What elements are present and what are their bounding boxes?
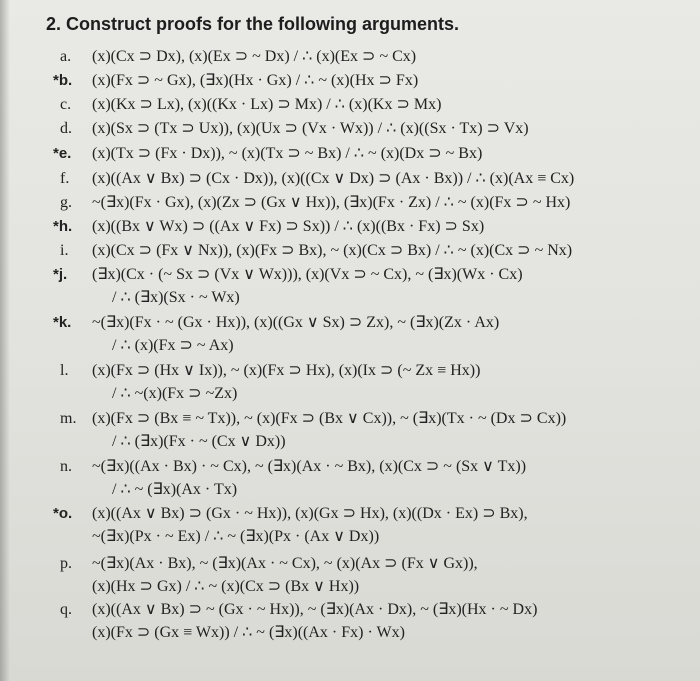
argument-continuation: (x)(Hx ⊃ Gx) / ∴ ~ (x)(Cx ⊃ (Bx ∨ Hx)) (92, 578, 360, 595)
argument-premises: (x)(Kx ⊃ Lx), (x)((Kx · Lx) ⊃ Mx) / ∴ (x)(Kx ⊃ Mx) (92, 96, 442, 113)
item-label: i. (60, 242, 69, 259)
argument-premises: ~(∃x)((Ax · Bx) · ~ Cx), ~ (∃x)(Ax · ~ Bx), (x)(Cx ⊃ ~ (Sx ∨ Tx)) (92, 458, 527, 475)
exercise-heading: 2. Construct proofs for the following arguments. (46, 14, 460, 34)
item-label: p. (60, 555, 72, 572)
argument-continuation: / ∴ (∃x)(Sx · ~ Wx) (112, 289, 240, 306)
argument-premises: (x)(Sx ⊃ (Tx ⊃ Ux)), (x)(Ux ⊃ (Vx · Wx)) / ∴ (x)((Sx · Tx) ⊃ Vx) (92, 120, 529, 137)
argument-continuation: / ∴ ~ (∃x)(Ax · Tx) (112, 481, 238, 498)
item-label: *k. (53, 314, 72, 331)
argument-premises: (x)((Ax ∨ Bx) ⊃ (Cx · Dx)), (x)((Cx ∨ Dx) ⊃ (Ax · Bx)) / ∴ (x)(Ax ≡ Cx) (92, 170, 575, 187)
argument-premises: (x)((Bx ∨ Wx) ⊃ ((Ax ∨ Fx) ⊃ Sx)) / ∴ (x)((Bx · Fx) ⊃ Sx) (92, 218, 485, 235)
argument-continuation: / ∴ ~(x)(Fx ⊃ ~Zx) (112, 385, 238, 402)
argument-premises: (x)((Ax ∨ Bx) ⊃ ~ (Gx · ~ Hx)), ~ (∃x)(Ax · Dx), ~ (∃x)(Hx · ~ Dx) (92, 601, 538, 618)
argument-premises: (∃x)(Cx · (~ Sx ⊃ (Vx ∨ Wx))), (x)(Vx ⊃ ~ Cx), ~ (∃x)(Wx · Cx) (92, 266, 523, 283)
argument-premises: (x)(Fx ⊃ (Bx ≡ ~ Tx)), ~ (x)(Fx ⊃ (Bx ∨ Cx)), ~ (∃x)(Tx · ~ (Dx ⊃ Cx)) (92, 410, 567, 427)
argument-premises: ~(∃x)(Ax · Bx), ~ (∃x)(Ax · ~ Cx), ~ (x)(Ax ⊃ (Fx ∨ Gx)), (92, 555, 478, 572)
item-label: *o. (53, 505, 73, 522)
item-label: d. (60, 120, 72, 137)
item-label: *e. (53, 145, 72, 162)
argument-premises: (x)(Cx ⊃ (Fx ∨ Nx)), (x)(Fx ⊃ Bx), ~ (x)(Cx ⊃ Bx) / ∴ ~ (x)(Cx ⊃ ~ Nx) (92, 242, 573, 259)
argument-premises: (x)(Fx ⊃ (Hx ∨ Ix)), ~ (x)(Fx ⊃ Hx), (x)(Ix ⊃ (~ Zx ≡ Hx)) (92, 362, 481, 379)
argument-premises: (x)(Fx ⊃ ~ Gx), (∃x)(Hx · Gx) / ∴ ~ (x)(Hx ⊃ Fx) (92, 72, 419, 89)
item-label: q. (60, 601, 72, 618)
argument-continuation: / ∴ (x)(Fx ⊃ ~ Ax) (112, 337, 234, 354)
argument-continuation: ~(∃x)(Px · ~ Ex) / ∴ ~ (∃x)(Px · (Ax ∨ Dx)) (92, 528, 380, 545)
item-label: f. (60, 170, 70, 187)
argument-premises: ~(∃x)(Fx · Gx), (x)(Zx ⊃ (Gx ∨ Hx)), (∃x)(Fx · Zx) / ∴ ~ (x)(Fx ⊃ ~ Hx) (92, 194, 571, 211)
argument-premises: (x)(Tx ⊃ (Fx · Dx)), ~ (x)(Tx ⊃ ~ Bx) / ∴ ~ (x)(Dx ⊃ ~ Bx) (92, 145, 483, 162)
item-label: c. (60, 96, 72, 113)
argument-continuation: / ∴ (∃x)(Fx · ~ (Cx ∨ Dx)) (112, 433, 286, 450)
item-label: a. (60, 48, 72, 65)
item-label: *j. (53, 266, 68, 283)
argument-premises: (x)(Cx ⊃ Dx), (x)(Ex ⊃ ~ Dx) / ∴ (x)(Ex ⊃ ~ Cx) (92, 48, 417, 65)
item-label: n. (60, 458, 72, 475)
argument-premises: (x)((Ax ∨ Bx) ⊃ (Gx · ~ Hx)), (x)(Gx ⊃ Hx), (x)((Dx · Ex) ⊃ Bx), (92, 505, 528, 522)
item-label: m. (60, 410, 77, 427)
argument-premises: ~(∃x)(Fx · ~ (Gx · Hx)), (x)((Gx ∨ Sx) ⊃ Zx), ~ (∃x)(Zx · Ax) (92, 314, 500, 331)
item-label: l. (60, 362, 69, 379)
item-label: g. (60, 194, 72, 211)
argument-continuation: (x)(Fx ⊃ (Gx ≡ Wx)) / ∴ ~ (∃x)((Ax · Fx) · Wx) (92, 624, 405, 641)
item-label: *b. (53, 72, 73, 89)
item-label: *h. (53, 218, 73, 235)
page-shadow (0, 0, 10, 681)
